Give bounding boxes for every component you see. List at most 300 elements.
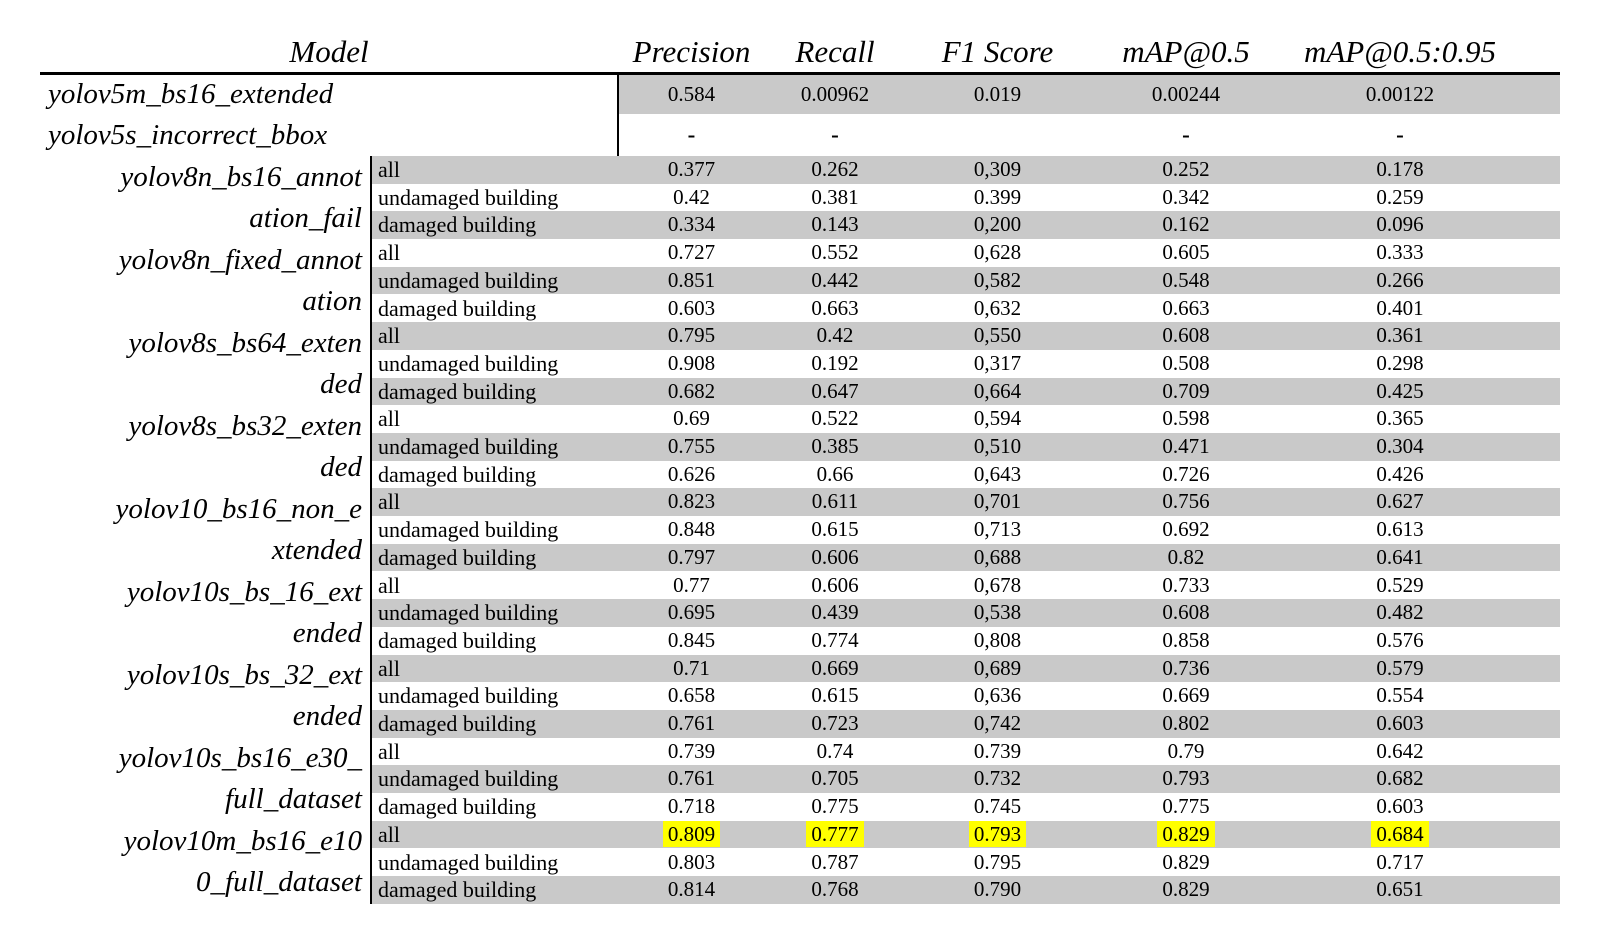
metric-value bbox=[1090, 599, 1282, 627]
column-header-map-0-5: mAP@0.5 bbox=[1122, 34, 1250, 69]
metric-value bbox=[1282, 75, 1518, 114]
model-name: yolov5m_bs16_extended bbox=[48, 78, 334, 110]
metric-value-text: 0.793 bbox=[1162, 766, 1210, 791]
metric-value-text: 0,538 bbox=[973, 600, 1022, 625]
metric-value-text: 0.709 bbox=[1162, 378, 1210, 403]
metric-value-text: 0,317 bbox=[973, 350, 1022, 375]
class-label: all bbox=[378, 821, 400, 847]
metric-value-text: 0.795 bbox=[667, 323, 716, 348]
metric-value bbox=[1090, 211, 1282, 239]
metric-value bbox=[905, 156, 1090, 184]
missing-value: - bbox=[1182, 122, 1190, 147]
metric-value bbox=[618, 405, 765, 433]
metric-value-text: 0.178 bbox=[1376, 157, 1424, 181]
model-name-line: yolov10m_bs16_e10 bbox=[123, 825, 362, 858]
metric-value bbox=[765, 516, 905, 544]
metric-value-text: 0,628 bbox=[973, 240, 1022, 265]
metric-value-text: 0.259 bbox=[1376, 184, 1424, 209]
highlighted-metric-value: 0.793 bbox=[969, 821, 1026, 847]
metric-value-text: 0,713 bbox=[973, 517, 1022, 542]
metric-value-text: 0.439 bbox=[811, 600, 859, 625]
metric-value-text: 0.669 bbox=[1162, 683, 1210, 708]
metric-value-text: 0.426 bbox=[1376, 461, 1424, 486]
model-name: yolov5s_incorrect_bbox bbox=[48, 119, 328, 151]
model-name-line: ation bbox=[302, 284, 362, 317]
metric-value bbox=[905, 682, 1090, 710]
metric-value-text: 0.615 bbox=[811, 683, 859, 708]
missing-value: - bbox=[1396, 122, 1404, 147]
metric-value bbox=[618, 156, 765, 184]
metric-value bbox=[765, 405, 905, 433]
metric-value bbox=[618, 350, 765, 378]
metric-value bbox=[1090, 682, 1282, 710]
class-label: all bbox=[378, 240, 400, 266]
metric-value-text: 0.79 bbox=[1167, 738, 1205, 763]
model-name-line: full_dataset bbox=[225, 783, 362, 816]
metric-value bbox=[765, 793, 905, 821]
model-name-line: yolov8n_bs16_annot bbox=[120, 160, 362, 193]
metric-value-text: 0,688 bbox=[973, 544, 1022, 569]
metric-value-text: 0.342 bbox=[1162, 184, 1210, 209]
metric-value-text: 0.755 bbox=[667, 434, 716, 458]
metric-value-text: 0,808 bbox=[973, 627, 1022, 652]
metric-value-text: 0.829 bbox=[1162, 877, 1210, 902]
metric-value-text: 0.71 bbox=[673, 655, 710, 680]
metric-value bbox=[1282, 488, 1518, 516]
metric-value-text: 0.576 bbox=[1376, 627, 1424, 652]
metric-value bbox=[618, 295, 765, 323]
metric-value-text: 0.611 bbox=[811, 489, 859, 514]
metric-value bbox=[765, 322, 905, 350]
metric-value bbox=[905, 405, 1090, 433]
metric-value-text: 0.790 bbox=[973, 877, 1022, 902]
metric-value-text: 0.298 bbox=[1376, 350, 1424, 375]
metric-value bbox=[765, 682, 905, 710]
metric-value-text: 0.797 bbox=[667, 544, 716, 569]
class-label: all bbox=[378, 323, 400, 349]
metric-value-text: 0.603 bbox=[1376, 794, 1424, 819]
metric-value-text: 0.77 bbox=[673, 572, 710, 597]
metric-value-text: 0.365 bbox=[1376, 406, 1424, 431]
metric-value bbox=[618, 572, 765, 600]
metric-value bbox=[1090, 572, 1282, 600]
metric-value bbox=[905, 821, 1090, 849]
metric-value bbox=[1090, 405, 1282, 433]
metric-value-text: 0.605 bbox=[1162, 240, 1210, 265]
metric-value bbox=[905, 75, 1090, 114]
metric-value-text: 0.615 bbox=[811, 517, 859, 542]
metric-value bbox=[618, 765, 765, 793]
metric-value bbox=[1282, 295, 1518, 323]
metric-value bbox=[618, 239, 765, 267]
metric-value bbox=[618, 211, 765, 239]
metric-value bbox=[1090, 710, 1282, 738]
metric-value bbox=[1090, 350, 1282, 378]
metric-value-text: 0.554 bbox=[1376, 683, 1424, 708]
metric-value-text: 0.192 bbox=[811, 350, 859, 375]
class-label: undamaged building bbox=[378, 600, 559, 626]
metric-value-text: 0.361 bbox=[1376, 323, 1424, 348]
metric-value-text: 0.761 bbox=[667, 711, 716, 735]
metric-value-text: 0.727 bbox=[667, 240, 716, 265]
metric-value bbox=[905, 544, 1090, 572]
metric-value bbox=[905, 793, 1090, 821]
metric-value bbox=[1090, 322, 1282, 350]
metric-value bbox=[765, 544, 905, 572]
metric-value-text: 0.775 bbox=[811, 794, 859, 819]
metric-value-text: 0.74 bbox=[816, 738, 854, 763]
model-name-line: yolov8s_bs64_exten bbox=[128, 326, 362, 359]
class-label: undamaged building bbox=[378, 849, 559, 875]
highlighted-metric-value: 0.829 bbox=[1157, 821, 1214, 847]
highlighted-metric-value: 0.777 bbox=[806, 821, 863, 847]
metric-value bbox=[1090, 239, 1282, 267]
metric-value bbox=[765, 350, 905, 378]
metric-value bbox=[765, 211, 905, 239]
metric-value-text: 0.658 bbox=[667, 683, 716, 708]
metric-value-text: 0.829 bbox=[1162, 849, 1210, 874]
metric-value bbox=[1282, 544, 1518, 572]
metric-value bbox=[765, 572, 905, 600]
model-name-line: yolov10s_bs_16_ext bbox=[126, 576, 362, 609]
metric-value bbox=[1282, 738, 1518, 766]
metric-value bbox=[618, 114, 765, 156]
model-name bbox=[40, 655, 362, 738]
metric-value-text: 0.304 bbox=[1376, 434, 1424, 458]
metric-value-text: 0.401 bbox=[1376, 295, 1424, 320]
metric-value-text: 0.606 bbox=[811, 572, 859, 597]
metric-value bbox=[618, 876, 765, 904]
model-name bbox=[40, 405, 362, 488]
metric-value bbox=[765, 765, 905, 793]
metric-value-text: 0.848 bbox=[667, 517, 716, 542]
metric-value-text: 0.705 bbox=[811, 766, 859, 791]
model-name-line: ded bbox=[320, 450, 362, 483]
metric-value bbox=[618, 599, 765, 627]
metric-value bbox=[1282, 156, 1518, 184]
metric-value-text: 0.608 bbox=[1162, 600, 1210, 625]
metric-value bbox=[618, 267, 765, 295]
metric-value bbox=[1090, 793, 1282, 821]
metric-value-text: 0.663 bbox=[1162, 295, 1210, 320]
metric-value-text: 0.66 bbox=[816, 461, 854, 486]
class-label: all bbox=[378, 572, 400, 598]
metric-value bbox=[1090, 765, 1282, 793]
metric-value bbox=[1090, 114, 1282, 156]
metric-value-text: 0.266 bbox=[1376, 267, 1424, 292]
metric-value-text: 0.736 bbox=[1162, 655, 1210, 680]
class-label: damaged building bbox=[378, 295, 537, 321]
metric-value bbox=[1090, 488, 1282, 516]
metric-value-text: 0.598 bbox=[1162, 406, 1210, 431]
metric-value-text: 0.69 bbox=[673, 406, 710, 431]
metric-value-text: 0,632 bbox=[973, 295, 1022, 320]
class-label: undamaged building bbox=[378, 267, 559, 293]
metric-value bbox=[765, 738, 905, 766]
metric-value-text: 0,678 bbox=[973, 572, 1022, 597]
class-label: damaged building bbox=[378, 794, 537, 820]
metric-value-text: 0.252 bbox=[1162, 157, 1210, 181]
metric-value bbox=[765, 849, 905, 877]
metric-value bbox=[1282, 350, 1518, 378]
metric-value bbox=[1090, 876, 1282, 904]
column-header-map-0-5-0-95: mAP@0.5:0.95 bbox=[1303, 34, 1497, 69]
metric-value-text: 0.669 bbox=[811, 655, 859, 680]
model-name-line: ended bbox=[292, 617, 362, 650]
metric-value bbox=[905, 516, 1090, 544]
metric-value-text: 0,701 bbox=[973, 489, 1022, 514]
model-name-line: 0_full_dataset bbox=[196, 866, 362, 899]
model-name-line: yolov8s_bs32_exten bbox=[128, 409, 362, 442]
metric-value bbox=[1282, 114, 1518, 156]
metric-value-text: 0,742 bbox=[973, 711, 1022, 735]
metric-value bbox=[905, 599, 1090, 627]
metric-value-text: 0.682 bbox=[667, 378, 716, 403]
metric-value-text: 0.908 bbox=[667, 350, 716, 375]
model-name-line: ended bbox=[292, 700, 362, 733]
metric-value-text: 0,309 bbox=[973, 157, 1022, 181]
metric-value bbox=[618, 75, 765, 114]
metric-value-text: 0.019 bbox=[973, 82, 1022, 106]
class-label: undamaged building bbox=[378, 766, 559, 792]
metric-value bbox=[905, 461, 1090, 489]
metric-value bbox=[905, 295, 1090, 323]
class-label: undamaged building bbox=[378, 517, 559, 543]
metric-value bbox=[765, 267, 905, 295]
column-header-model: Model bbox=[289, 34, 369, 69]
metric-value bbox=[618, 516, 765, 544]
metric-value-text: 0.482 bbox=[1376, 600, 1424, 625]
metric-value bbox=[765, 75, 905, 114]
metric-value-text: 0.613 bbox=[1376, 517, 1424, 542]
missing-value: - bbox=[831, 122, 839, 147]
metric-value bbox=[1282, 599, 1518, 627]
metric-value-text: 0.803 bbox=[667, 849, 716, 874]
metric-value-text: 0,689 bbox=[973, 655, 1022, 680]
metric-value bbox=[1282, 405, 1518, 433]
metric-value-text: 0,550 bbox=[973, 323, 1022, 348]
metric-value bbox=[1282, 793, 1518, 821]
metric-value bbox=[1282, 682, 1518, 710]
metric-value-text: 0.858 bbox=[1162, 627, 1210, 652]
metric-value-text: 0.096 bbox=[1376, 212, 1424, 237]
metric-value-text: 0.627 bbox=[1376, 489, 1424, 514]
metric-value-text: 0.385 bbox=[811, 434, 859, 458]
metric-value bbox=[618, 682, 765, 710]
metric-value-text: 0.508 bbox=[1162, 350, 1210, 375]
metric-value bbox=[905, 655, 1090, 683]
class-label: all bbox=[378, 738, 400, 764]
metric-value bbox=[905, 710, 1090, 738]
metric-value bbox=[1090, 156, 1282, 184]
model-name bbox=[40, 738, 362, 821]
metric-value-text: 0.768 bbox=[811, 877, 859, 902]
metric-value-text: 0.733 bbox=[1162, 572, 1210, 597]
metric-value-text: 0.548 bbox=[1162, 267, 1210, 292]
model-name bbox=[40, 572, 362, 655]
metric-value-text: 0.334 bbox=[667, 212, 716, 237]
metric-value bbox=[765, 461, 905, 489]
metric-value-text: 0.774 bbox=[811, 627, 859, 652]
metric-value-text: 0.00244 bbox=[1151, 82, 1221, 106]
class-label: all bbox=[378, 655, 400, 681]
metric-value bbox=[618, 738, 765, 766]
metric-value-text: 0.262 bbox=[811, 157, 859, 181]
metric-value bbox=[1282, 655, 1518, 683]
metric-value-text: 0.381 bbox=[811, 184, 859, 209]
metric-value bbox=[905, 211, 1090, 239]
model-name-line: yolov10s_bs16_e30_ bbox=[118, 742, 362, 775]
metric-value bbox=[765, 488, 905, 516]
metric-value bbox=[1090, 516, 1282, 544]
class-label: all bbox=[378, 157, 400, 182]
metric-value-text: 0.647 bbox=[811, 378, 859, 403]
metric-value bbox=[1282, 876, 1518, 904]
metric-value bbox=[1282, 849, 1518, 877]
metric-value-text: 0.787 bbox=[811, 849, 859, 874]
metric-value-text: 0.745 bbox=[973, 794, 1022, 819]
class-label: damaged building bbox=[378, 877, 537, 903]
column-header-f1-score: F1 Score bbox=[941, 34, 1054, 69]
metric-value-text: 0.718 bbox=[667, 794, 716, 819]
metric-value bbox=[765, 599, 905, 627]
model-name-line: yolov10s_bs_32_ext bbox=[126, 659, 362, 692]
metric-value-text: 0.802 bbox=[1162, 711, 1210, 735]
metric-value-text: 0,636 bbox=[973, 683, 1022, 708]
highlighted-metric-value: 0.684 bbox=[1371, 821, 1428, 847]
metric-value-text: 0.42 bbox=[673, 184, 710, 209]
metric-value bbox=[905, 876, 1090, 904]
metric-value-text: 0.692 bbox=[1162, 517, 1210, 542]
metric-value bbox=[905, 488, 1090, 516]
metric-value-text: 0.651 bbox=[1376, 877, 1424, 902]
metric-value-text: 0,510 bbox=[973, 434, 1022, 458]
class-label: damaged building bbox=[378, 461, 537, 487]
metric-value bbox=[618, 488, 765, 516]
metric-value-text: 0.333 bbox=[1376, 240, 1424, 265]
metric-value-text: 0.608 bbox=[1162, 323, 1210, 348]
metric-value-text: 0.579 bbox=[1376, 655, 1424, 680]
metric-value bbox=[1282, 378, 1518, 406]
metric-value bbox=[618, 710, 765, 738]
metric-value-text: 0,664 bbox=[973, 378, 1022, 403]
metric-value bbox=[905, 239, 1090, 267]
metric-value bbox=[765, 876, 905, 904]
class-label: undamaged building bbox=[378, 350, 559, 376]
metric-value-text: 0.851 bbox=[667, 267, 716, 292]
metric-value bbox=[905, 849, 1090, 877]
metric-value-text: 0.603 bbox=[1376, 711, 1424, 735]
class-label: damaged building bbox=[378, 212, 537, 238]
metric-value bbox=[1282, 765, 1518, 793]
metric-value-text: 0.695 bbox=[667, 600, 716, 625]
model-name bbox=[40, 239, 362, 322]
metric-value-text: 0.723 bbox=[811, 711, 859, 735]
metric-value bbox=[765, 627, 905, 655]
model-name bbox=[40, 156, 362, 239]
metric-value-text: 0.717 bbox=[1376, 849, 1424, 874]
metric-value bbox=[1282, 710, 1518, 738]
metric-value bbox=[618, 655, 765, 683]
metric-value bbox=[618, 821, 765, 849]
metric-value-text: 0.606 bbox=[811, 544, 859, 569]
metric-value-text: 0.442 bbox=[811, 267, 859, 292]
metric-value bbox=[905, 765, 1090, 793]
metric-value bbox=[1282, 627, 1518, 655]
model-name-line: yolov8n_fixed_annot bbox=[118, 243, 362, 276]
metric-value-text: 0.682 bbox=[1376, 766, 1424, 791]
metric-value bbox=[618, 849, 765, 877]
metric-value bbox=[765, 821, 905, 849]
metric-value bbox=[905, 433, 1090, 461]
metric-value-text: 0.399 bbox=[973, 184, 1022, 209]
model-name-line: xtended bbox=[271, 533, 362, 566]
metric-value bbox=[1090, 295, 1282, 323]
class-label: damaged building bbox=[378, 378, 537, 404]
metric-value-text: 0,200 bbox=[973, 212, 1022, 237]
metric-value bbox=[618, 793, 765, 821]
metric-value bbox=[765, 295, 905, 323]
metric-value-text: 0,582 bbox=[973, 267, 1022, 292]
metric-value-text: 0.82 bbox=[1167, 544, 1205, 569]
metric-value bbox=[765, 655, 905, 683]
metric-value-text: 0,594 bbox=[973, 406, 1022, 431]
metric-value bbox=[1090, 75, 1282, 114]
model-name-line: ded bbox=[320, 367, 362, 400]
metric-value bbox=[1282, 821, 1518, 849]
metric-value bbox=[1282, 239, 1518, 267]
metric-value bbox=[1090, 655, 1282, 683]
metric-value bbox=[905, 184, 1090, 212]
model-name bbox=[40, 488, 362, 571]
column-header-precision: Precision bbox=[632, 34, 751, 69]
metric-value bbox=[1090, 738, 1282, 766]
metric-value bbox=[1090, 184, 1282, 212]
metric-value-text: 0.584 bbox=[667, 82, 716, 106]
metric-value bbox=[905, 738, 1090, 766]
metric-value bbox=[1282, 461, 1518, 489]
model-name-line: ation_fail bbox=[249, 201, 362, 234]
class-label: damaged building bbox=[378, 627, 537, 653]
metric-value bbox=[1090, 627, 1282, 655]
metric-value-text: 0.775 bbox=[1162, 794, 1210, 819]
metric-value bbox=[905, 627, 1090, 655]
metric-value-text: 0.739 bbox=[973, 738, 1022, 763]
metric-value bbox=[765, 710, 905, 738]
metric-value-text: 0.823 bbox=[667, 489, 716, 514]
class-label: undamaged building bbox=[378, 184, 559, 210]
metric-value bbox=[1090, 821, 1282, 849]
class-label: undamaged building bbox=[378, 434, 559, 459]
metric-value-text: 0.795 bbox=[973, 849, 1022, 874]
metric-value-text: 0.756 bbox=[1162, 489, 1210, 514]
metric-value-text: 0.471 bbox=[1162, 434, 1210, 458]
metric-value bbox=[765, 378, 905, 406]
class-label: all bbox=[378, 489, 400, 515]
metric-value bbox=[618, 378, 765, 406]
metric-value bbox=[618, 461, 765, 489]
model-name bbox=[40, 322, 362, 405]
metric-value-text: 0.641 bbox=[1376, 544, 1424, 569]
model-name bbox=[40, 821, 362, 904]
metric-value bbox=[1282, 516, 1518, 544]
metric-value-text: 0.00962 bbox=[800, 82, 870, 106]
column-header-recall: Recall bbox=[795, 34, 875, 69]
metric-value-text: 0.603 bbox=[667, 295, 716, 320]
metric-value bbox=[618, 322, 765, 350]
metric-value-text: 0.529 bbox=[1376, 572, 1424, 597]
metric-value bbox=[1282, 433, 1518, 461]
